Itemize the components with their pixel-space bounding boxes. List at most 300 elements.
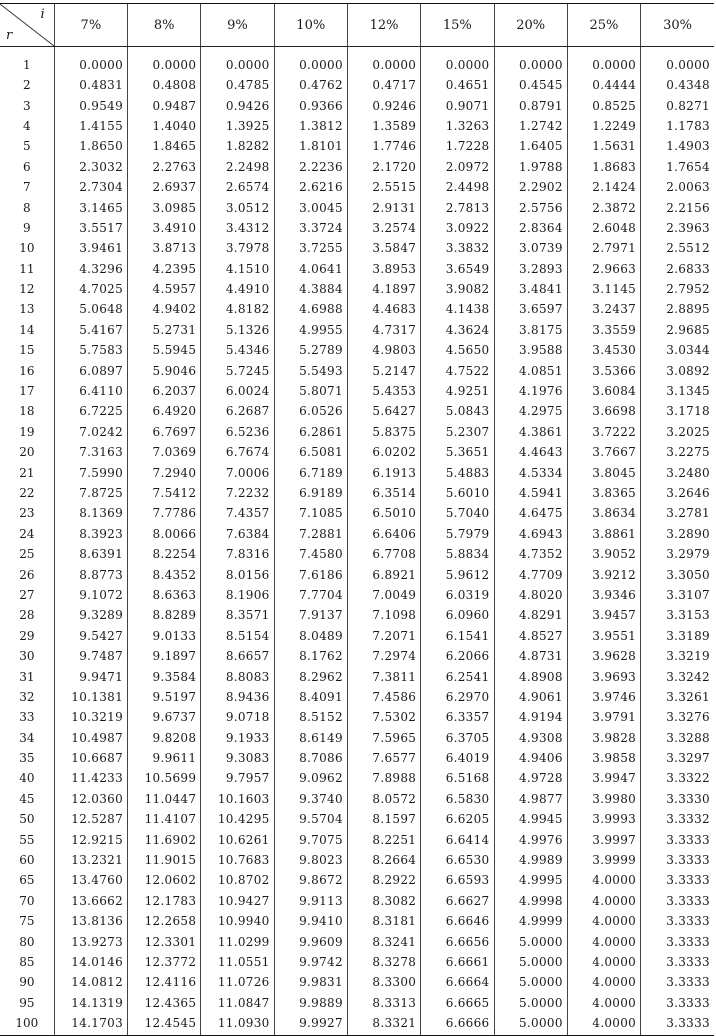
factor-value-cell: 10.4295 [201, 809, 274, 829]
factor-value-cell: 3.1465 [54, 197, 127, 217]
factor-value-cell: 6.4110 [54, 381, 127, 401]
table-row [0, 259, 714, 279]
factor-value-cell: 10.8702 [201, 870, 274, 890]
period-cell: 17 [19, 384, 35, 399]
factor-value-cell: 8.6657 [201, 646, 274, 666]
table-row [0, 809, 714, 829]
factor-value-cell: 4.8020 [494, 585, 567, 605]
factor-value-cell: 3.3333 [641, 829, 714, 849]
factor-value-cell: 9.8672 [274, 870, 347, 890]
factor-value-cell: 8.8289 [128, 605, 201, 625]
factor-value-cell: 4.5334 [494, 462, 567, 482]
factor-value-cell: 9.9611 [128, 748, 201, 768]
factor-value-cell: 3.9791 [567, 707, 640, 727]
factor-value-cell: 6.5830 [421, 789, 494, 809]
factor-value-cell: 4.7025 [54, 279, 127, 299]
factor-value-cell: 2.2902 [494, 177, 567, 197]
factor-value-cell: 3.0739 [494, 238, 567, 258]
factor-value-cell: 4.0000 [567, 952, 640, 972]
period-cell: 18 [19, 404, 35, 419]
factor-value-cell: 3.2890 [641, 524, 714, 544]
factor-value-cell: 6.4920 [128, 401, 201, 421]
factor-value-cell: 0.9071 [421, 95, 494, 115]
factor-value-cell: 7.8988 [347, 768, 420, 788]
factor-value-cell: 4.3296 [54, 259, 127, 279]
factor-value-cell: 3.2979 [641, 544, 714, 564]
table-body [0, 47, 714, 1036]
factor-value-cell: 4.3884 [274, 279, 347, 299]
period-cell: 35 [19, 751, 35, 766]
factor-value-cell: 4.8182 [201, 299, 274, 319]
factor-value-cell: 3.3333 [641, 931, 714, 951]
factor-value-cell: 0.4348 [641, 75, 714, 95]
period-cell: 11 [19, 261, 35, 276]
factor-value-cell: 3.8634 [567, 503, 640, 523]
factor-value-cell: 3.9828 [567, 728, 640, 748]
table-row [0, 748, 714, 768]
factor-value-cell: 5.2147 [347, 360, 420, 380]
period-cell: 45 [19, 791, 35, 806]
factor-value-cell: 12.1783 [128, 891, 201, 911]
factor-value-cell: 4.4910 [201, 279, 274, 299]
table-row [0, 666, 714, 686]
factor-value-cell: 0.9426 [201, 95, 274, 115]
table-row [0, 626, 714, 646]
factor-value-cell: 9.3740 [274, 789, 347, 809]
factor-value-cell: 4.9976 [494, 829, 567, 849]
factor-value-cell: 3.9980 [567, 789, 640, 809]
factor-value-cell: 7.8316 [201, 544, 274, 564]
factor-value-cell: 9.9609 [274, 931, 347, 951]
factor-value-cell: 0.0000 [641, 47, 714, 76]
factor-value-cell: 9.9471 [54, 666, 127, 686]
factor-value-cell: 2.8364 [494, 218, 567, 238]
table-row [0, 116, 714, 136]
factor-value-cell: 8.2922 [347, 870, 420, 890]
factor-value-cell: 8.8773 [54, 564, 127, 584]
factor-value-cell: 0.4762 [274, 75, 347, 95]
factor-value-cell: 1.8101 [274, 136, 347, 156]
factor-value-cell: 4.9998 [494, 891, 567, 911]
factor-value-cell: 1.3925 [201, 116, 274, 136]
period-cell: 2 [23, 78, 31, 93]
factor-value-cell: 9.9927 [274, 1013, 347, 1036]
factor-value-cell: 12.4365 [128, 993, 201, 1013]
factor-value-cell: 3.2025 [641, 422, 714, 442]
factor-value-cell: 10.3219 [54, 707, 127, 727]
factor-value-cell: 3.9628 [567, 646, 640, 666]
factor-value-cell: 3.7667 [567, 442, 640, 462]
factor-value-cell: 8.1762 [274, 646, 347, 666]
factor-value-cell: 4.0000 [567, 972, 640, 992]
factor-value-cell: 4.0000 [567, 931, 640, 951]
factor-value-cell: 6.6627 [421, 891, 494, 911]
table-row [0, 728, 714, 748]
factor-value-cell: 5.9612 [421, 564, 494, 584]
factor-value-cell: 3.3189 [641, 626, 714, 646]
factor-value-cell: 8.0066 [128, 524, 201, 544]
factor-value-cell: 9.3289 [54, 605, 127, 625]
factor-value-cell: 10.1603 [201, 789, 274, 809]
factor-value-cell: 5.2307 [421, 422, 494, 442]
factor-value-cell: 2.0972 [421, 157, 494, 177]
factor-value-cell: 1.6405 [494, 136, 567, 156]
period-cell: 16 [19, 363, 35, 378]
factor-value-cell: 6.2066 [421, 646, 494, 666]
period-cell: 33 [19, 710, 35, 725]
factor-value-cell: 6.5010 [347, 503, 420, 523]
factor-value-cell: 9.7487 [54, 646, 127, 666]
factor-value-cell: 3.3276 [641, 707, 714, 727]
table-row [0, 993, 714, 1013]
factor-value-cell: 4.3624 [421, 320, 494, 340]
factor-value-cell: 5.4353 [347, 381, 420, 401]
factor-value-cell: 8.5152 [274, 707, 347, 727]
factor-value-cell: 4.9194 [494, 707, 567, 727]
rate-column-header: 10% [274, 4, 347, 47]
factor-value-cell: 9.9889 [274, 993, 347, 1013]
factor-value-cell: 7.2940 [128, 462, 201, 482]
factor-value-cell: 4.5957 [128, 279, 201, 299]
factor-value-cell: 2.5756 [494, 197, 567, 217]
factor-value-cell: 9.9113 [274, 891, 347, 911]
period-cell: 31 [19, 669, 35, 684]
factor-value-cell: 4.9955 [274, 320, 347, 340]
factor-value-cell: 8.5154 [201, 626, 274, 646]
period-cell: 90 [19, 975, 35, 990]
factor-value-cell: 8.3313 [347, 993, 420, 1013]
factor-value-cell: 3.8365 [567, 483, 640, 503]
factor-value-cell: 3.3288 [641, 728, 714, 748]
interest-factor-table [0, 3, 714, 1036]
factor-value-cell: 3.1718 [641, 401, 714, 421]
factor-value-cell: 9.9410 [274, 911, 347, 931]
period-cell: 95 [19, 995, 35, 1010]
factor-value-cell: 5.3651 [421, 442, 494, 462]
factor-value-cell: 3.2275 [641, 442, 714, 462]
period-cell: 13 [19, 302, 35, 317]
factor-value-cell: 3.3832 [421, 238, 494, 258]
factor-value-cell: 10.6687 [54, 748, 127, 768]
factor-value-cell: 3.3332 [641, 809, 714, 829]
table-row [0, 605, 714, 625]
table-row [0, 340, 714, 360]
factor-value-cell: 1.8683 [567, 157, 640, 177]
factor-value-cell: 8.0572 [347, 789, 420, 809]
factor-value-cell: 9.0962 [274, 768, 347, 788]
factor-value-cell: 3.3242 [641, 666, 714, 686]
factor-value-cell: 8.2254 [128, 544, 201, 564]
factor-value-cell: 6.0319 [421, 585, 494, 605]
table-row [0, 197, 714, 217]
factor-value-cell: 7.6186 [274, 564, 347, 584]
factor-value-cell: 0.4785 [201, 75, 274, 95]
period-cell: 85 [19, 954, 35, 969]
table-row [0, 157, 714, 177]
period-cell: 25 [19, 547, 35, 562]
factor-value-cell: 5.5945 [128, 340, 201, 360]
factor-value-cell: 6.1541 [421, 626, 494, 646]
factor-value-cell: 0.4545 [494, 75, 567, 95]
factor-value-cell: 3.7222 [567, 422, 640, 442]
factor-value-cell: 3.9212 [567, 564, 640, 584]
factor-value-cell: 2.3032 [54, 157, 127, 177]
factor-value-cell: 11.0847 [201, 993, 274, 1013]
factor-value-cell: 8.6391 [54, 544, 127, 564]
factor-value-cell: 6.6656 [421, 931, 494, 951]
table-row [0, 585, 714, 605]
factor-value-cell: 3.9999 [567, 850, 640, 870]
factor-value-cell: 3.5517 [54, 218, 127, 238]
factor-value-cell: 2.3963 [641, 218, 714, 238]
factor-value-cell: 3.9461 [54, 238, 127, 258]
factor-value-cell: 4.8527 [494, 626, 567, 646]
factor-value-cell: 4.9728 [494, 768, 567, 788]
factor-value-cell: 1.4155 [54, 116, 127, 136]
factor-value-cell: 3.2646 [641, 483, 714, 503]
factor-value-cell: 2.9685 [641, 320, 714, 340]
period-cell: 9 [23, 220, 31, 235]
factor-value-cell: 0.0000 [494, 47, 567, 76]
factor-value-cell: 3.3724 [274, 218, 347, 238]
factor-value-cell: 2.5515 [347, 177, 420, 197]
table-row [0, 483, 714, 503]
factor-value-cell: 9.1897 [128, 646, 201, 666]
factor-value-cell: 3.9993 [567, 809, 640, 829]
factor-value-cell: 4.0641 [274, 259, 347, 279]
factor-value-cell: 1.8282 [201, 136, 274, 156]
period-cell: 65 [19, 873, 35, 888]
factor-value-cell: 5.6427 [347, 401, 420, 421]
factor-value-cell: 0.0000 [201, 47, 274, 76]
factor-value-cell: 5.4883 [421, 462, 494, 482]
factor-value-cell: 1.3812 [274, 116, 347, 136]
factor-value-cell: 6.6665 [421, 993, 494, 1013]
factor-value-cell: 8.3923 [54, 524, 127, 544]
factor-value-cell: 0.0000 [347, 47, 420, 76]
factor-value-cell: 9.3584 [128, 666, 201, 686]
period-cell: 22 [19, 486, 35, 500]
factor-value-cell: 6.0024 [201, 381, 274, 401]
factor-value-cell: 5.7583 [54, 340, 127, 360]
factor-value-cell: 12.2658 [128, 911, 201, 931]
factor-value-cell: 1.4903 [641, 136, 714, 156]
factor-value-cell: 0.9366 [274, 95, 347, 115]
factor-value-cell: 10.1381 [54, 687, 127, 707]
factor-value-cell: 5.8834 [421, 544, 494, 564]
rate-column-header: 30% [641, 4, 714, 47]
factor-value-cell: 2.9131 [347, 197, 420, 217]
factor-value-cell: 9.1933 [201, 728, 274, 748]
factor-value-cell: 3.0045 [274, 197, 347, 217]
factor-value-cell: 0.8791 [494, 95, 567, 115]
table-row [0, 870, 714, 890]
factor-value-cell: 3.4910 [128, 218, 201, 238]
factor-value-cell: 5.2789 [274, 340, 347, 360]
factor-value-cell: 6.7225 [54, 401, 127, 421]
factor-value-cell: 3.6698 [567, 401, 640, 421]
factor-value-cell: 1.4040 [128, 116, 201, 136]
factor-value-cell: 4.2975 [494, 401, 567, 421]
factor-value-cell: 3.3219 [641, 646, 714, 666]
factor-value-cell: 5.0000 [494, 952, 567, 972]
factor-value-cell: 4.9803 [347, 340, 420, 360]
factor-value-cell: 7.3163 [54, 442, 127, 462]
factor-value-cell: 6.2541 [421, 666, 494, 686]
factor-value-cell: 8.6363 [128, 585, 201, 605]
factor-value-cell: 1.7654 [641, 157, 714, 177]
factor-value-cell: 5.4346 [201, 340, 274, 360]
factor-value-cell: 10.6261 [201, 829, 274, 849]
factor-value-cell: 2.6574 [201, 177, 274, 197]
factor-value-cell: 3.9551 [567, 626, 640, 646]
period-cell: 6 [23, 159, 31, 174]
factor-value-cell: 6.5081 [274, 442, 347, 462]
factor-value-cell: 8.1906 [201, 585, 274, 605]
factor-value-cell: 6.6414 [421, 829, 494, 849]
factor-value-cell: 8.7086 [274, 748, 347, 768]
factor-value-cell: 6.7674 [201, 442, 274, 462]
table-row [0, 462, 714, 482]
factor-value-cell: 2.9663 [567, 259, 640, 279]
factor-value-cell: 4.9999 [494, 911, 567, 931]
factor-value-cell: 3.6084 [567, 381, 640, 401]
factor-value-cell: 11.9015 [128, 850, 201, 870]
factor-value-cell: 9.3083 [201, 748, 274, 768]
period-cell: 8 [23, 200, 31, 215]
factor-value-cell: 8.2664 [347, 850, 420, 870]
period-cell: 21 [19, 465, 35, 480]
factor-value-cell: 6.7189 [274, 462, 347, 482]
period-cell: 40 [19, 771, 35, 786]
factor-value-cell: 7.5302 [347, 707, 420, 727]
factor-value-cell: 12.4545 [128, 1013, 201, 1036]
factor-value-cell: 10.9427 [201, 891, 274, 911]
factor-value-cell: 7.4586 [347, 687, 420, 707]
factor-value-cell: 3.3050 [641, 564, 714, 584]
factor-value-cell: 8.4091 [274, 687, 347, 707]
factor-value-cell: 4.9989 [494, 850, 567, 870]
factor-value-cell: 4.4683 [347, 299, 420, 319]
table-row [0, 360, 714, 380]
factor-value-cell: 6.8921 [347, 564, 420, 584]
factor-value-cell: 6.5168 [421, 768, 494, 788]
factor-value-cell: 2.8895 [641, 299, 714, 319]
factor-value-cell: 0.4717 [347, 75, 420, 95]
factor-value-cell: 8.4352 [128, 564, 201, 584]
factor-value-cell: 2.1424 [567, 177, 640, 197]
factor-value-cell: 7.5412 [128, 483, 201, 503]
factor-value-cell: 6.6664 [421, 972, 494, 992]
factor-value-cell: 3.3297 [641, 748, 714, 768]
factor-value-cell: 3.3261 [641, 687, 714, 707]
period-cell: 80 [19, 934, 35, 949]
table-row [0, 95, 714, 115]
factor-value-cell: 14.1319 [54, 993, 127, 1013]
factor-value-cell: 6.2037 [128, 381, 201, 401]
factor-value-cell: 3.9746 [567, 687, 640, 707]
factor-value-cell: 4.0000 [567, 891, 640, 911]
factor-value-cell: 12.3772 [128, 952, 201, 972]
factor-value-cell: 0.8525 [567, 95, 640, 115]
factor-value-cell: 4.8908 [494, 666, 567, 686]
factor-value-cell: 2.6833 [641, 259, 714, 279]
factor-value-cell: 4.1510 [201, 259, 274, 279]
factor-value-cell: 3.4841 [494, 279, 567, 299]
period-cell: 100 [0, 1013, 54, 1036]
factor-value-cell: 4.9995 [494, 870, 567, 890]
period-axis-label: r [6, 28, 13, 43]
factor-value-cell: 2.0063 [641, 177, 714, 197]
factor-value-cell: 2.4498 [421, 177, 494, 197]
table-row [0, 544, 714, 564]
factor-value-cell: 6.1913 [347, 462, 420, 482]
factor-value-cell: 9.5427 [54, 626, 127, 646]
rate-column-header: 12% [347, 4, 420, 47]
factor-value-cell: 3.2574 [347, 218, 420, 238]
factor-value-cell: 3.3333 [641, 850, 714, 870]
factor-value-cell: 8.3181 [347, 911, 420, 931]
table-row [0, 381, 714, 401]
factor-value-cell: 1.1783 [641, 116, 714, 136]
factor-value-cell: 4.0000 [567, 1013, 640, 1036]
factor-value-cell: 6.0897 [54, 360, 127, 380]
period-cell: 50 [19, 812, 35, 827]
factor-value-cell: 3.3333 [641, 870, 714, 890]
period-cell: 5 [23, 139, 31, 154]
factor-value-cell: 4.6943 [494, 524, 567, 544]
factor-value-cell: 1.3263 [421, 116, 494, 136]
factor-value-cell: 3.3330 [641, 789, 714, 809]
factor-value-cell: 8.3321 [347, 1013, 420, 1036]
factor-value-cell: 3.3333 [641, 993, 714, 1013]
period-cell: 24 [19, 526, 35, 541]
factor-value-cell: 4.9877 [494, 789, 567, 809]
factor-value-cell: 1.8650 [54, 136, 127, 156]
table-row [0, 422, 714, 442]
factor-value-cell: 11.0930 [201, 1013, 274, 1036]
factor-value-cell: 0.8271 [641, 95, 714, 115]
table-row [0, 707, 714, 727]
factor-value-cell: 12.4116 [128, 972, 201, 992]
factor-value-cell: 12.0360 [54, 789, 127, 809]
gradient-factor-table-container [0, 3, 714, 1036]
table-row [0, 972, 714, 992]
factor-value-cell: 5.7979 [421, 524, 494, 544]
factor-value-cell: 6.6593 [421, 870, 494, 890]
period-cell: 7 [23, 180, 31, 195]
factor-value-cell: 4.0000 [567, 993, 640, 1013]
factor-value-cell: 9.5704 [274, 809, 347, 829]
factor-value-cell: 11.4233 [54, 768, 127, 788]
factor-value-cell: 4.7317 [347, 320, 420, 340]
factor-value-cell: 7.2881 [274, 524, 347, 544]
table-row [0, 931, 714, 951]
factor-value-cell: 3.0985 [128, 197, 201, 217]
factor-value-cell: 3.9457 [567, 605, 640, 625]
factor-value-cell: 8.0156 [201, 564, 274, 584]
rate-column-header: 20% [494, 4, 567, 47]
factor-value-cell: 13.8136 [54, 911, 127, 931]
factor-value-cell: 6.7697 [128, 422, 201, 442]
factor-value-cell: 8.1597 [347, 809, 420, 829]
factor-value-cell: 0.4444 [567, 75, 640, 95]
factor-value-cell: 3.0512 [201, 197, 274, 217]
factor-value-cell: 8.3241 [347, 931, 420, 951]
factor-value-cell: 10.9940 [201, 911, 274, 931]
factor-value-cell: 4.7352 [494, 544, 567, 564]
factor-value-cell: 3.3153 [641, 605, 714, 625]
